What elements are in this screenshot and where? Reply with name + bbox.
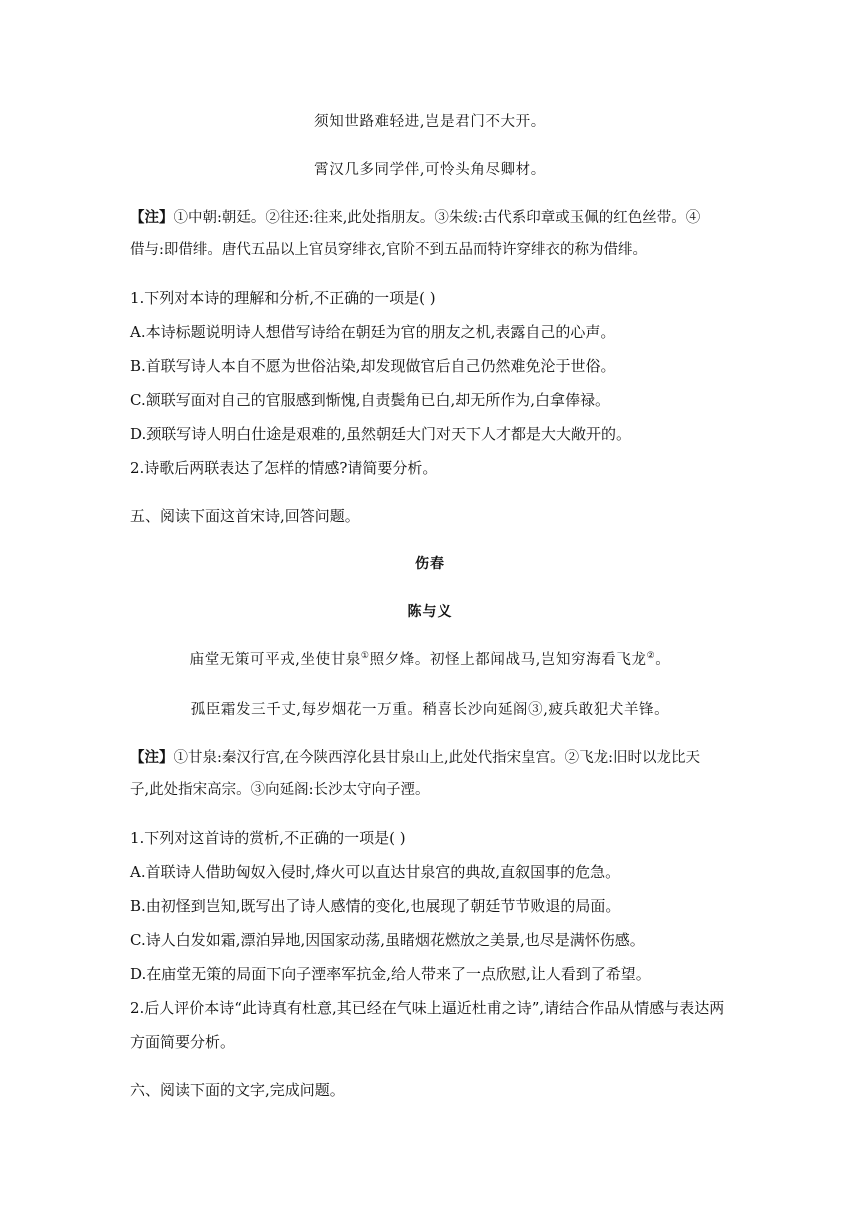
poem2-author: 陈与义 — [407, 604, 453, 620]
q3-option-d: D.在庙堂无策的局面下向子湮率军抗金,给人带来了一点欣慰,让人看到了希望。 — [130, 965, 651, 983]
q1-option-d: D.颈联写诗人明白仕途是艰难的,虽然朝廷大门对天下人才都是大大敞开的。 — [130, 425, 632, 443]
q1-stem: 1.下列对本诗的理解和分析,不正确的一项是( ) — [130, 289, 436, 307]
poem2-line1-part-a: 庙堂无策可平戎,坐使甘泉 — [189, 652, 361, 668]
note1-line1 — [130, 208, 730, 228]
q3-option-b: B.由初怪到岂知,既写出了诗人感情的变化,也展现了朝廷节节败退的局面。 — [130, 897, 621, 915]
q2-stem: 2.诗歌后两联表达了怎样的情感?请简要分析。 — [130, 459, 438, 477]
q1-option-c: C.颔联写面对自己的官服感到惭愧,自责鬓角已白,却无所作为,白拿俸禄。 — [130, 391, 611, 409]
q3-option-c: C.诗人白发如霜,漂泊异地,因国家动荡,虽睹烟花燃放之美景,也尽是满怀伤感。 — [130, 931, 645, 949]
note2-text: ①甘泉:秦汉行宫,在今陕西淳化县甘泉山上,此处代指宋皇宫。②飞龙:旧时以龙比天 — [173, 750, 700, 766]
footnote-marker-2: ② — [646, 651, 656, 661]
poem2-line2: 孤臣霜发三千丈,每岁烟花一万重。稍喜长沙向延阁③,疲兵敢犯犬羊锋。 — [190, 702, 670, 718]
section6-heading: 六、阅读下面的文字,完成问题。 — [130, 1081, 345, 1099]
q3-option-a: A.首联诗人借助匈奴入侵时,烽火可以直达甘泉宫的典故,直叙国事的危急。 — [130, 863, 621, 881]
poem2-line1-part-b: 照夕烽。初怪上都闻战马,岂知穷海看飞龙 — [369, 652, 647, 668]
poem1-line2: 霄汉几多同学伴,可怜头角尽卿材。 — [314, 162, 546, 178]
poem1-line1: 须知世路难轻进,岂是君门不大开。 — [314, 114, 546, 130]
poem2-line1-part-c: 。 — [655, 652, 671, 668]
note2-line2: 子,此处指宋高宗。③向延阁:长沙太守向子湮。 — [130, 782, 430, 798]
q4-line2: 方面简要分析。 — [130, 1033, 236, 1051]
note1-text: ①中朝:朝廷。②往还:往来,此处指朋友。③朱绂:古代系印章或玉佩的红色丝带。④ — [173, 210, 701, 226]
q1-option-b: B.首联写诗人本自不愿为世俗沾染,却发现做官后自己仍然难免沦于世俗。 — [130, 357, 616, 375]
note-bracket: 【注】 — [130, 749, 174, 766]
section5-heading: 五、阅读下面这首宋诗,回答问题。 — [130, 507, 360, 525]
poem2-line1 — [0, 650, 860, 670]
q1-option-a: A.本诗标题说明诗人想借写诗给在朝廷为官的朋友之机,表露自己的心声。 — [130, 323, 616, 341]
note-bracket: 【注】 — [130, 209, 174, 226]
poem2-title: 伤春 — [415, 556, 445, 572]
note2-line1 — [130, 748, 730, 768]
footnote-marker-1: ① — [360, 651, 370, 661]
q3-stem: 1.下列对这首诗的赏析,不正确的一项是( ) — [130, 829, 406, 847]
note1-line2: 借与:即借绯。唐代五品以上官员穿绯衣,官阶不到五品而特许穿绯衣的称为借绯。 — [130, 242, 647, 258]
q4-line1: 2.后人评价本诗“此诗真有杜意,其已经在气味上逼近杜甫之诗”,请结合作品从情感与表达两 — [130, 999, 725, 1017]
